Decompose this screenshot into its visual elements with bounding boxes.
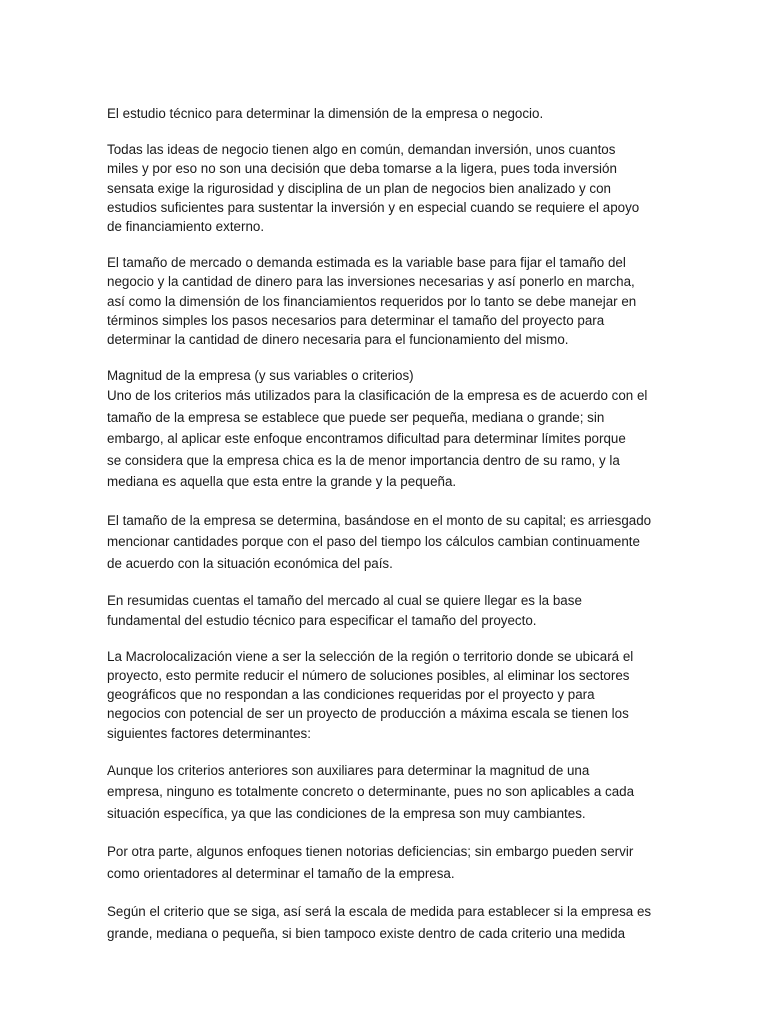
paragraph-auxiliary-criteria [107,760,667,825]
text-line: negocio y la cantidad de dinero para las inversiones necesarias y así ponerlo en marcha, [107,274,635,290]
text-line: geográficos que no respondan a las condiciones requeridas por el proyecto y para [107,687,595,703]
text-line: tamaño de la empresa se establece que puede ser pequeña, mediana o grande; sin [107,409,605,425]
paragraph-title [107,104,667,123]
paragraph-scale [107,901,667,944]
text-line: Aunque los criterios anteriores son auxiliares para determinar la magnitud de una [107,762,590,778]
text-line: negocios con potencial de ser un proyecto de producción a máxima escala se tienen los [107,706,629,722]
paragraph-macrolocalization [107,647,667,743]
text-line: El tamaño de mercado o demanda estimada es la variable base para fijar el tamaño del [107,255,626,271]
text-line: Magnitud de la empresa (y sus variables o criterios) [107,368,414,384]
text-line: como orientadores al determinar el tamaño de la empresa. [107,865,455,881]
text-line: términos simples los pasos necesarios para determinar el tamaño del proyecto para [107,312,605,328]
paragraph-capital [107,510,667,575]
text-line: estudios suficientes para sustentar la inversión y en especial cuando se requiere el apoyo [107,199,640,215]
text-line: siguientes factores determinantes: [107,725,311,741]
text-line: Según el criterio que se siga, así será la escala de medida para establecer si la empresa es [107,904,652,920]
text-line: miles y por eso no son una decisión que deba tomarse a la ligera, pues toda inversión [107,161,617,177]
text-line: grande, mediana o pequeña, si bien tampoco existe dentro de cada criterio una medida [107,925,626,941]
text-line: de acuerdo con la situación económica del país. [107,555,393,571]
text-line: se considera que la empresa chica es la de menor importancia dentro de su ramo, y la [107,452,620,468]
text-line: embargo, al aplicar este enfoque encontramos dificultad para determinar límites porque [107,431,626,447]
paragraph-investment [107,140,667,236]
text-line: El tamaño de la empresa se determina, basándose en el monto de su capital; es arriesgado [107,512,652,528]
text-line: así como la dimensión de los financiamientos requeridos por lo tanto se debe manejar en [107,293,637,309]
text-line: Por otra parte, algunos enfoques tienen notorias deficiencias; sin embargo pueden servir [107,844,634,860]
paragraph-deficiencies [107,841,667,884]
text-line: sensata exige la rigurosidad y disciplina de un plan de negocios bien analizado y con [107,180,611,196]
section-heading-magnitude [107,366,667,385]
document-body [107,104,667,961]
text-line: determinar la cantidad de dinero necesaria para el funcionamiento del mismo. [107,332,569,348]
text-line: mediana es aquella que esta entre la grande y la pequeña. [107,474,457,490]
text-line: mencionar cantidades porque con el paso del tiempo los cálculos cambian continuamente [107,534,640,550]
text-line: fundamental del estudio técnico para especificar el tamaño del proyecto. [107,612,537,628]
text-line: Todas las ideas de negocio tienen algo en común, demandan inversión, unos cuantos [107,142,616,158]
paragraph-market-size [107,253,667,349]
text-line: de financiamiento externo. [107,219,265,235]
text-line: empresa, ninguno es totalmente concreto o determinante, pues no son aplicables a cada [107,784,635,800]
text-line: situación específica, ya que las condiciones de la empresa son muy cambiantes. [107,805,586,821]
text-line: Uno de los criterios más utilizados para la clasificación de la empresa es de acuerdo con el [107,388,648,404]
text-line: En resumidas cuentas el tamaño del mercado al cual se quiere llegar es la base [107,593,582,609]
paragraph-criteria [107,385,667,493]
text-line: La Macrolocalización viene a ser la selección de la región o territorio donde se ubicará el [107,648,634,664]
paragraph-summary [107,591,667,629]
text-line: proyecto, esto permite reducir el número de soluciones posibles, al eliminar los sectores [107,668,630,684]
text-line: El estudio técnico para determinar la dimensión de la empresa o negocio. [107,106,544,121]
